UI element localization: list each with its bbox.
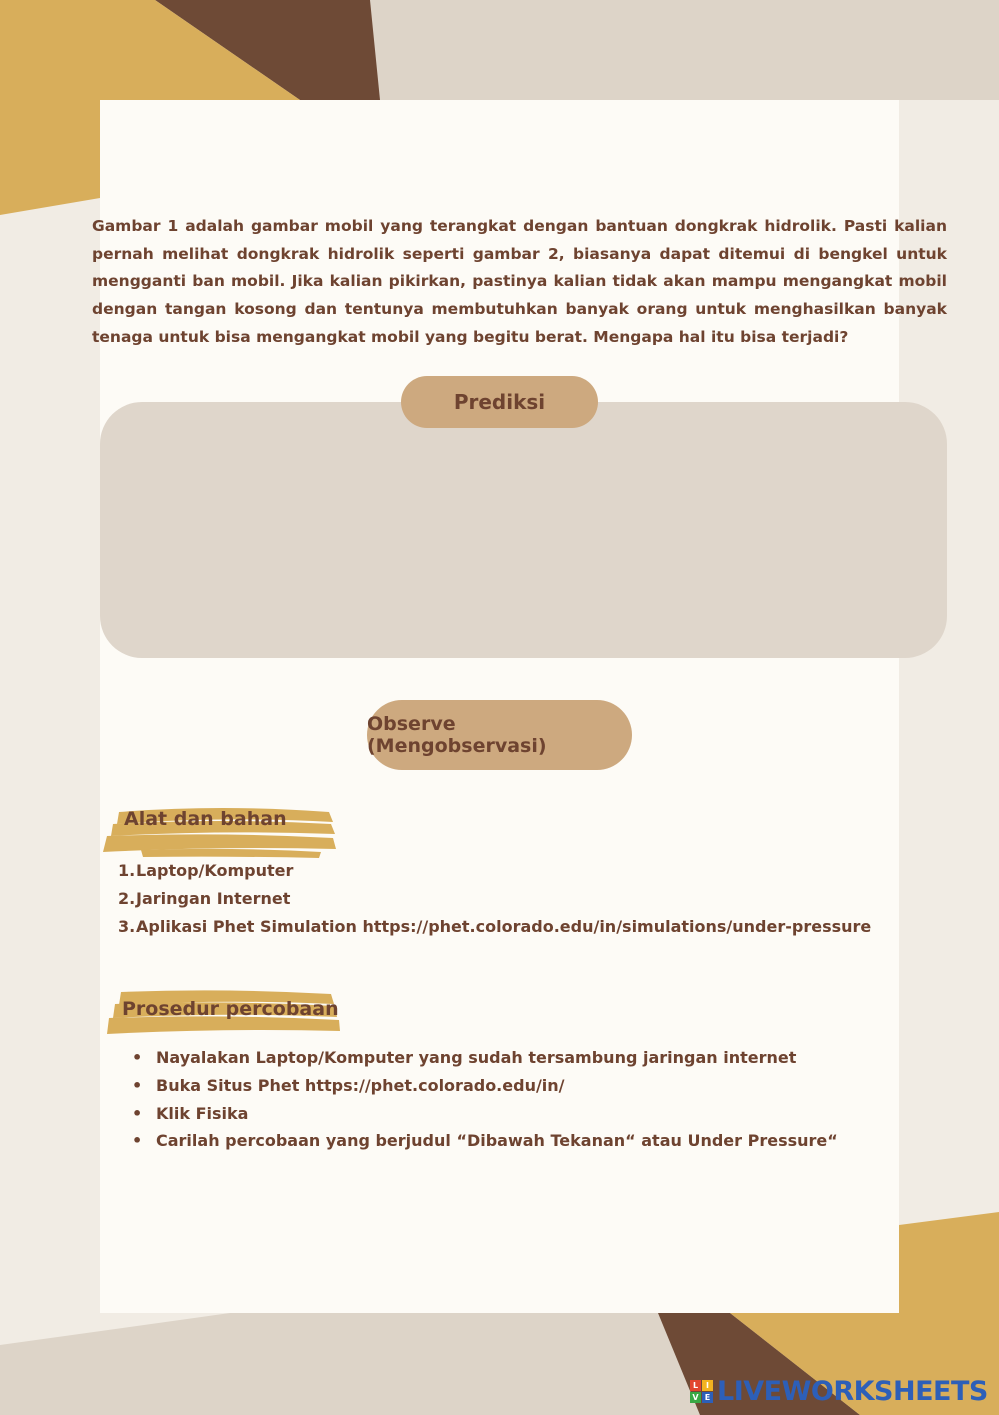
liveworksheets-logo-text: LIVEWORKSHEETS — [717, 1375, 988, 1407]
list-item — [132, 1100, 838, 1128]
list-item — [118, 857, 871, 885]
list-number: 2. — [118, 888, 136, 908]
list-item-text: Laptop/Komputer — [136, 861, 294, 880]
observe-label: Observe (Mengobservasi) — [367, 700, 632, 770]
alat-heading-text: Alat dan bahan — [124, 808, 287, 830]
intro-paragraph: Gambar 1 adalah gambar mobil yang terangkat dengan bantuan dongkrak hidrolik. Pasti kalian pernah melihat dongkrak hidrolik seperti gambar 2, biasanya dapat ditemui di bengkel untuk mengganti ban mobil. Jika kalian pikirkan, pastinya kalian tidak akan mampu mengangkat mobil dengan tangan kosong dan tentunya membutuhkan banyak orang untuk menghasilkan banyak tenaga untuk bisa mengangkat mobil yang begitu berat. Mengapa hal itu bisa terjadi? — [92, 217, 947, 346]
list-item-text: Klik Fisika — [156, 1103, 249, 1123]
alat-heading — [101, 802, 337, 862]
list-item — [132, 1072, 838, 1100]
prediksi-answer-box[interactable] — [100, 402, 947, 658]
prosedur-heading — [105, 990, 341, 1040]
list-item-text: Nayalakan Laptop/Komputer yang sudah tersambung jaringan internet — [156, 1048, 797, 1067]
list-item-text: Jaringan Internet — [136, 888, 291, 908]
logo-letter: V — [690, 1392, 701, 1403]
bullet-icon: • — [132, 1131, 143, 1151]
list-item-text: Buka Situs Phet https://phet.colorado.edu/in/ — [156, 1075, 565, 1095]
liveworksheets-logo — [690, 1374, 990, 1408]
list-item — [118, 913, 871, 941]
bullet-icon: • — [132, 1103, 143, 1123]
prosedur-heading-text: Prosedur percobaan — [122, 998, 339, 1020]
prosedur-list — [132, 1044, 838, 1155]
list-item — [118, 885, 871, 913]
alat-list — [118, 857, 871, 940]
bullet-icon: • — [132, 1048, 143, 1067]
list-item-text: Carilah percobaan yang berjudul “Dibawah Tekanan“ atau Under Pressure“ — [156, 1131, 838, 1151]
logo-letter: I — [702, 1380, 713, 1391]
list-number: 1. — [118, 861, 136, 880]
list-item — [132, 1044, 838, 1072]
liveworksheets-logo-icon — [690, 1380, 713, 1403]
logo-letter: L — [690, 1380, 701, 1391]
list-number: 3. — [118, 916, 136, 936]
list-item-text: Aplikasi Phet Simulation https://phet.colorado.edu/in/simulations/under-pressure — [136, 916, 872, 936]
bullet-icon: • — [132, 1075, 143, 1095]
prediksi-label: Prediksi — [401, 376, 598, 428]
list-item — [132, 1127, 838, 1155]
logo-letter: E — [702, 1392, 713, 1403]
